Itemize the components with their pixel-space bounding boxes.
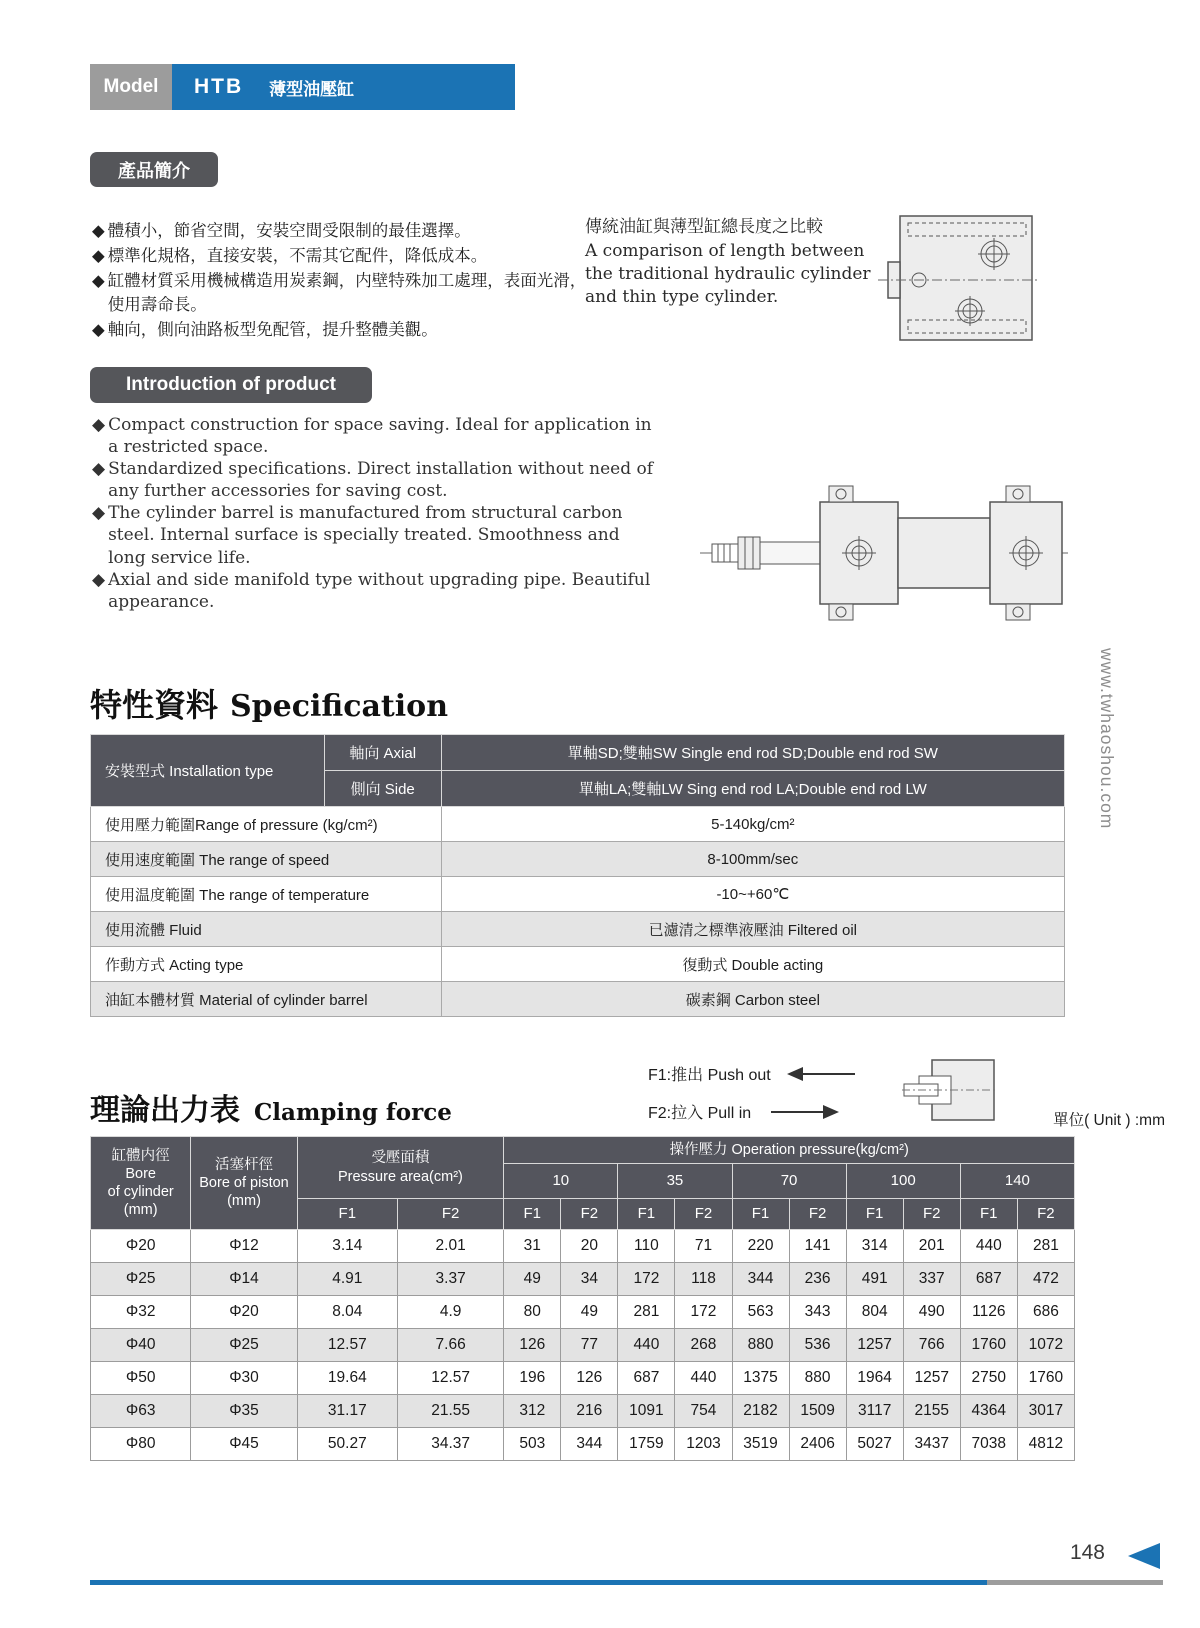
force-cell: 766 — [903, 1329, 960, 1362]
bullet-text: Compact construction for space saving. Ideal for application in a restricted space. — [108, 415, 652, 458]
force-cell: 1760 — [960, 1329, 1017, 1362]
force-cell: 34.37 — [397, 1428, 503, 1461]
force-cell: 1072 — [1017, 1329, 1074, 1362]
diamond-bullet-icon: ◆ — [92, 459, 106, 480]
force-cell: 2406 — [789, 1428, 846, 1461]
bore-cell: Φ63 — [91, 1395, 191, 1428]
pressure-value-header: 70 — [732, 1164, 846, 1199]
f2-header: F2 — [1017, 1199, 1074, 1230]
force-cell: 19.64 — [297, 1362, 397, 1395]
pressure-value-header: 100 — [846, 1164, 960, 1199]
spec-row-value: 5-140kg/cm² — [441, 807, 1064, 842]
force-cell: 344 — [732, 1263, 789, 1296]
force-cell: 80 — [504, 1296, 561, 1329]
force-cell: 31 — [504, 1230, 561, 1263]
bore-column-header: 缸體内徑 Bore of cylinder (mm) — [91, 1137, 191, 1230]
clamping-data-row — [91, 1230, 1075, 1263]
spec-install-row — [91, 735, 1065, 771]
force-cell: 1759 — [618, 1428, 675, 1461]
spec-install-label: 安裝型式 Installation type — [91, 735, 325, 807]
diamond-bullet-icon: ◆ — [92, 222, 105, 240]
force-cell: 12.57 — [397, 1362, 503, 1395]
force-cell: 4364 — [960, 1395, 1017, 1428]
piston-cell: Φ12 — [191, 1230, 297, 1263]
piston-cell: Φ20 — [191, 1296, 297, 1329]
specification-title — [90, 680, 448, 726]
model-label: Model — [90, 64, 172, 110]
legend-pull-in-label: F2:拉入 Pull in — [648, 1105, 752, 1122]
force-cell: 3.37 — [397, 1263, 503, 1296]
spec-install-value: 單軸LA;雙軸LW Sing end rod LA;Double end rod LW — [441, 771, 1064, 807]
force-cell: 3.14 — [297, 1230, 397, 1263]
force-cell: 34 — [561, 1263, 618, 1296]
force-cell: 1760 — [1017, 1362, 1074, 1395]
bullet-text: 體積小，節省空間，安裝空間受限制的最佳選擇。 — [107, 222, 471, 240]
force-cell: 880 — [732, 1329, 789, 1362]
force-cell: 110 — [618, 1230, 675, 1263]
footer-bar-blue — [90, 1580, 987, 1585]
force-cell: 281 — [1017, 1230, 1074, 1263]
force-cell: 126 — [504, 1329, 561, 1362]
bullet-item — [92, 244, 597, 269]
force-cell: 77 — [561, 1329, 618, 1362]
force-cell: 343 — [789, 1296, 846, 1329]
f2-header: F2 — [789, 1199, 846, 1230]
f2-header: F2 — [675, 1199, 732, 1230]
spec-row-label: 作動方式 Acting type — [91, 947, 442, 982]
force-cell: 126 — [561, 1362, 618, 1395]
force-cell: 12.57 — [297, 1329, 397, 1362]
tie-rod-cylinder-drawing — [698, 478, 1070, 628]
spec-table-body — [91, 735, 1065, 1017]
force-cell: 1375 — [732, 1362, 789, 1395]
spec-row-value: 碳素鋼 Carbon steel — [441, 982, 1064, 1017]
page-nav-triangle-icon — [1128, 1543, 1160, 1569]
spec-row — [91, 947, 1065, 982]
force-cell: 344 — [561, 1428, 618, 1461]
clamping-table-head — [91, 1137, 1075, 1230]
force-cell: 118 — [675, 1263, 732, 1296]
force-cell: 490 — [903, 1296, 960, 1329]
spec-row-value: 復動式 Double acting — [441, 947, 1064, 982]
bullet-item — [92, 269, 597, 319]
force-cell: 3519 — [732, 1428, 789, 1461]
introduction-badge: Introduction of product — [90, 367, 372, 403]
legend-push-out — [648, 1062, 859, 1085]
bullet-text: 缸體材質采用機械構造用炭素鋼，内壁特殊加工處理，表面光滑，使用壽命長。 — [107, 271, 587, 315]
spec-row-value: 8-100mm/sec — [441, 842, 1064, 877]
force-cell: 281 — [618, 1296, 675, 1329]
legend-push-out-label: F1:推出 Push out — [648, 1067, 771, 1084]
bore-cell: Φ32 — [91, 1296, 191, 1329]
bullet-text: Axial and side manifold type without upgrading pipe. Beautiful appearance. — [108, 569, 651, 612]
clamping-data-row — [91, 1329, 1075, 1362]
force-cell: 5027 — [846, 1428, 903, 1461]
spec-install-value: 單軸SD;雙軸SW Single end rod SD;Double end rod SW — [441, 735, 1064, 771]
f2-header: F2 — [397, 1199, 503, 1230]
force-cell: 2.01 — [397, 1230, 503, 1263]
bullet-item — [92, 502, 660, 568]
diamond-bullet-icon: ◆ — [92, 271, 105, 290]
force-cell: 50.27 — [297, 1428, 397, 1461]
force-cell: 1203 — [675, 1428, 732, 1461]
f2-header: F2 — [561, 1199, 618, 1230]
model-header-bar — [90, 64, 515, 110]
piston-cell: Φ25 — [191, 1329, 297, 1362]
bullet-item — [92, 569, 660, 613]
force-cell: 7038 — [960, 1428, 1017, 1461]
force-cell: 804 — [846, 1296, 903, 1329]
force-cell: 880 — [789, 1362, 846, 1395]
arrow-left-icon — [787, 1067, 859, 1081]
clamping-table-body — [91, 1230, 1075, 1461]
force-cell: 1509 — [789, 1395, 846, 1428]
force-cell: 4.9 — [397, 1296, 503, 1329]
force-cell: 49 — [504, 1263, 561, 1296]
specification-title-en: Specification — [230, 689, 448, 724]
f1-header: F1 — [960, 1199, 1017, 1230]
force-cell: 201 — [903, 1230, 960, 1263]
force-cell: 1257 — [903, 1362, 960, 1395]
legend-pull-in — [648, 1100, 839, 1123]
bore-cell: Φ20 — [91, 1230, 191, 1263]
clamping-title-cn: 理論出力表 — [90, 1093, 240, 1128]
bullet-text: Standardized specifications. Direct installation without need of any further accessories for saving cost. — [108, 459, 654, 502]
bullet-text: The cylinder barrel is manufactured from structural carbon steel. Internal surface is specially treated. Smoothness and long service life. — [108, 503, 623, 568]
spec-row-value: -10~+60℃ — [441, 877, 1064, 912]
f2-header: F2 — [903, 1199, 960, 1230]
diamond-bullet-icon: ◆ — [92, 246, 105, 265]
footer-bar-gray — [987, 1580, 1163, 1585]
clamping-data-row — [91, 1296, 1075, 1329]
force-cell: 1257 — [846, 1329, 903, 1362]
diamond-bullet-icon: ◆ — [92, 321, 105, 339]
force-cell: 141 — [789, 1230, 846, 1263]
force-cell: 2182 — [732, 1395, 789, 1428]
force-cell: 1091 — [618, 1395, 675, 1428]
force-cell: 312 — [504, 1395, 561, 1428]
clamping-data-row — [91, 1395, 1075, 1428]
bullet-item — [92, 414, 660, 458]
specification-table — [90, 734, 1065, 1017]
clamping-mini-diagram — [902, 1056, 998, 1126]
force-cell: 337 — [903, 1263, 960, 1296]
force-cell: 20 — [561, 1230, 618, 1263]
pressure-value-header: 10 — [504, 1164, 618, 1199]
compact-cylinder-drawing — [878, 210, 1040, 348]
comparison-text: A comparison of length between the traditional hydraulic cylinder and thin type cylinder. — [585, 241, 871, 307]
force-cell: 196 — [504, 1362, 561, 1395]
force-cell: 314 — [846, 1230, 903, 1263]
force-cell: 563 — [732, 1296, 789, 1329]
force-cell: 220 — [732, 1230, 789, 1263]
force-cell: 686 — [1017, 1296, 1074, 1329]
model-title — [172, 64, 515, 110]
force-cell: 236 — [789, 1263, 846, 1296]
force-cell: 2750 — [960, 1362, 1017, 1395]
force-cell: 216 — [561, 1395, 618, 1428]
force-cell: 2155 — [903, 1395, 960, 1428]
force-cell: 172 — [675, 1296, 732, 1329]
product-intro-badge: 產品簡介 — [90, 152, 218, 187]
piston-cell: Φ30 — [191, 1362, 297, 1395]
piston-cell: Φ45 — [191, 1428, 297, 1461]
en-bullet-list — [92, 414, 660, 613]
pressure-column-header: 操作壓力 Operation pressure(kg/cm²) — [504, 1137, 1075, 1164]
unit-note: 單位( Unit ) :mm — [1053, 1112, 1165, 1129]
spec-row-label: 使用速度範圍 The range of speed — [91, 842, 442, 877]
force-cell: 3017 — [1017, 1395, 1074, 1428]
force-cell: 3437 — [903, 1428, 960, 1461]
bore-cell: Φ25 — [91, 1263, 191, 1296]
force-cell: 3117 — [846, 1395, 903, 1428]
spec-row-label: 油缸本體材質 Material of cylinder barrel — [91, 982, 442, 1017]
force-cell: 1964 — [846, 1362, 903, 1395]
diamond-bullet-icon: ◆ — [92, 415, 106, 435]
piston-cell: Φ35 — [191, 1395, 297, 1428]
force-cell: 7.66 — [397, 1329, 503, 1362]
clamping-data-row — [91, 1428, 1075, 1461]
force-cell: 172 — [618, 1263, 675, 1296]
force-cell: 71 — [675, 1230, 732, 1263]
spec-install-type: 側向 Side — [324, 771, 441, 807]
clamping-force-table — [90, 1136, 1075, 1461]
f1-header: F1 — [732, 1199, 789, 1230]
spec-row — [91, 842, 1065, 877]
f1-header: F1 — [846, 1199, 903, 1230]
f1-header: F1 — [618, 1199, 675, 1230]
bullet-item — [92, 318, 597, 343]
force-cell: 754 — [675, 1395, 732, 1428]
force-cell: 21.55 — [397, 1395, 503, 1428]
pressure-value-header: 140 — [960, 1164, 1074, 1199]
spec-row — [91, 877, 1065, 912]
spec-row — [91, 912, 1065, 947]
force-cell: 491 — [846, 1263, 903, 1296]
f1-header: F1 — [504, 1199, 561, 1230]
diamond-bullet-icon: ◆ — [92, 503, 106, 524]
bore-cell: Φ80 — [91, 1428, 191, 1461]
force-cell: 503 — [504, 1428, 561, 1461]
pressure-value-header: 35 — [618, 1164, 732, 1199]
specification-title-cn: 特性資料 — [90, 686, 219, 724]
website-url: www.twhaoshou.com — [1097, 648, 1117, 830]
bullet-text: 軸向，側向油路板型免配管，提升整體美觀。 — [107, 321, 438, 339]
spec-row — [91, 807, 1065, 842]
f1-header: F1 — [297, 1199, 397, 1230]
force-cell: 4.91 — [297, 1263, 397, 1296]
spec-row-value: 已濾清之標準液壓油 Filtered oil — [441, 912, 1064, 947]
comparison-title: 傳統油缸與薄型缸總長度之比較 — [585, 217, 823, 237]
clamping-data-row — [91, 1263, 1075, 1296]
force-cell: 440 — [618, 1329, 675, 1362]
spec-row — [91, 982, 1065, 1017]
bore-cell: Φ40 — [91, 1329, 191, 1362]
clamping-data-row — [91, 1362, 1075, 1395]
arrow-right-icon — [767, 1105, 839, 1119]
force-cell: 687 — [618, 1362, 675, 1395]
force-cell: 49 — [561, 1296, 618, 1329]
force-cell: 8.04 — [297, 1296, 397, 1329]
clamping-title — [90, 1085, 452, 1129]
model-code: HTB — [194, 75, 244, 98]
model-name: 薄型油壓缸 — [269, 79, 355, 99]
force-cell: 268 — [675, 1329, 732, 1362]
diamond-bullet-icon: ◆ — [92, 569, 106, 590]
page-number: 148 — [1069, 1541, 1105, 1564]
force-cell: 4812 — [1017, 1428, 1074, 1461]
spec-row-label: 使用壓力範圍Range of pressure (kg/cm²) — [91, 807, 442, 842]
piston-column-header: 活塞杆徑 Bore of piston (mm) — [191, 1137, 297, 1230]
force-cell: 440 — [960, 1230, 1017, 1263]
bore-cell: Φ50 — [91, 1362, 191, 1395]
bullet-item — [92, 219, 597, 244]
cn-bullet-list — [92, 219, 597, 343]
spec-row-label: 使用温度範圍 The range of temperature — [91, 877, 442, 912]
spec-row-label: 使用流體 Fluid — [91, 912, 442, 947]
force-cell: 536 — [789, 1329, 846, 1362]
force-cell: 472 — [1017, 1263, 1074, 1296]
bullet-text: 標準化規格，直接安裝，不需其它配件，降低成本。 — [107, 246, 488, 265]
force-cell: 31.17 — [297, 1395, 397, 1428]
spec-install-type: 軸向 Axial — [324, 735, 441, 771]
clamping-head-row — [91, 1137, 1075, 1164]
comparison-block — [585, 212, 885, 309]
force-cell: 687 — [960, 1263, 1017, 1296]
bullet-item — [92, 458, 660, 502]
clamping-title-en: Clamping force — [254, 1099, 452, 1126]
force-cell: 440 — [675, 1362, 732, 1395]
force-cell: 1126 — [960, 1296, 1017, 1329]
piston-cell: Φ14 — [191, 1263, 297, 1296]
area-column-header: 受壓面積 Pressure area(cm²) — [297, 1137, 504, 1199]
